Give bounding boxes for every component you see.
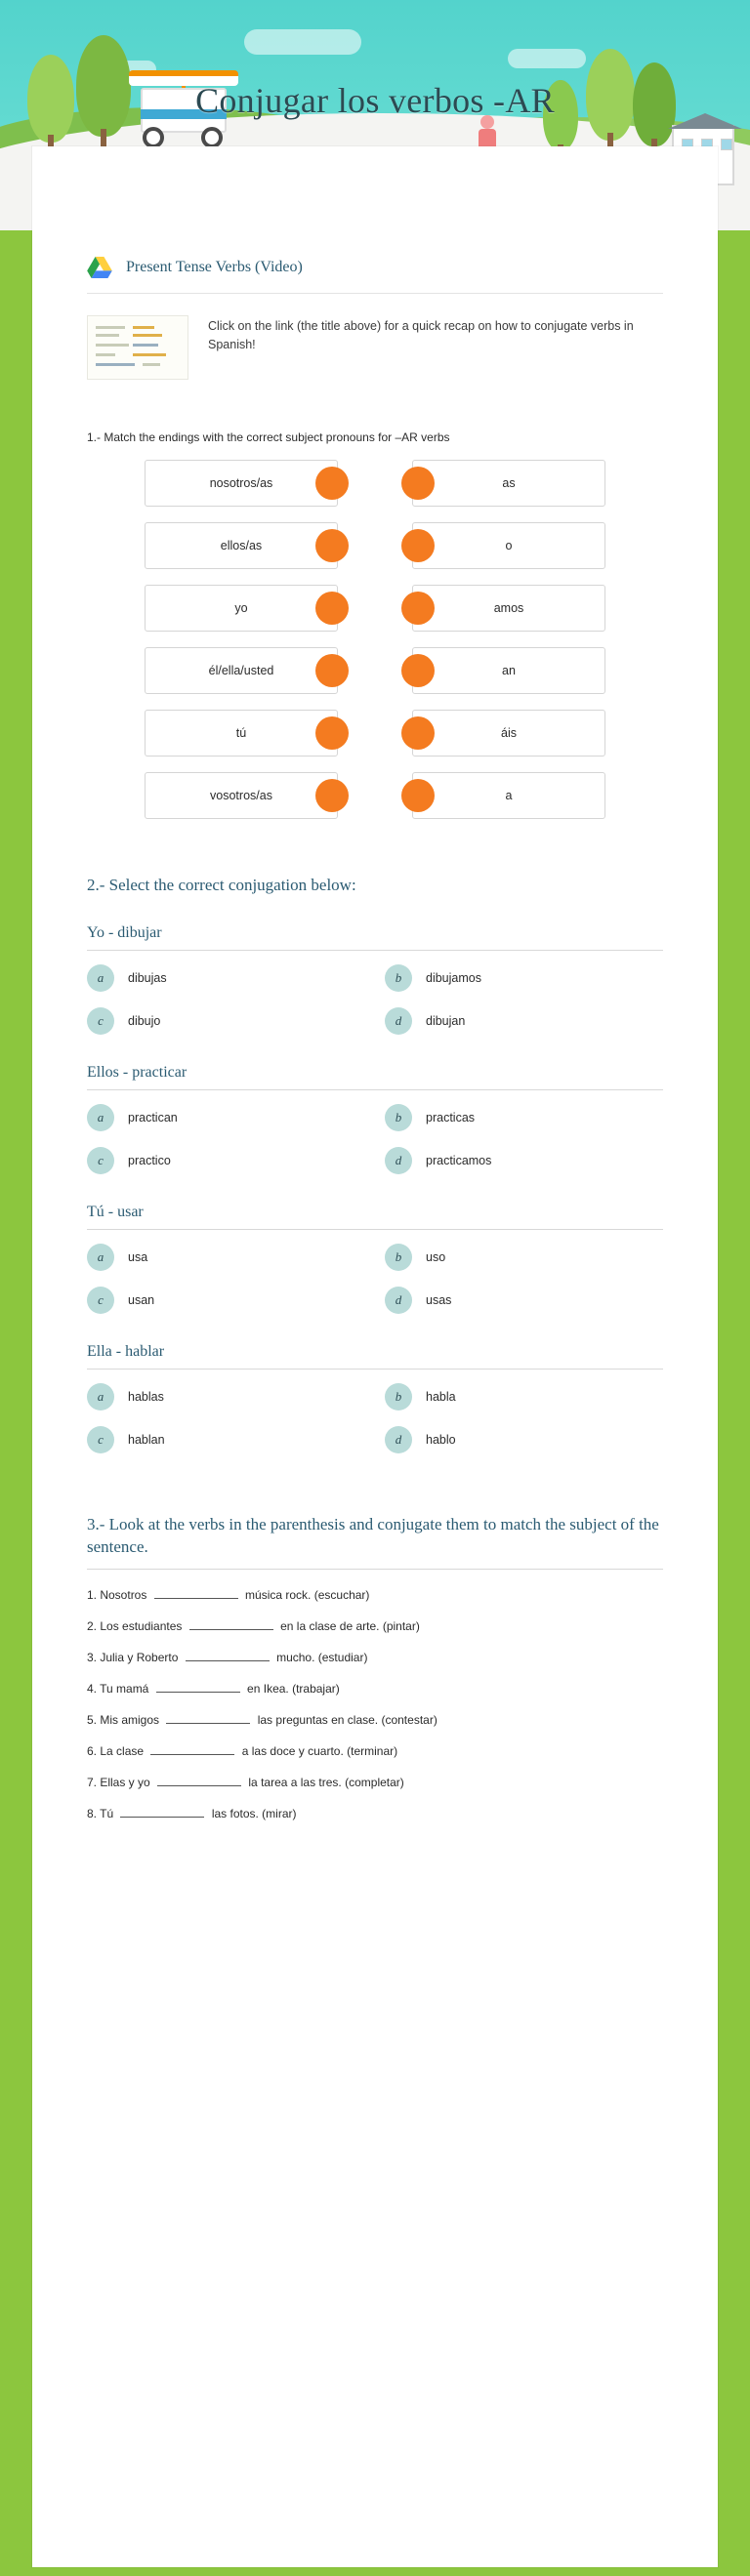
match-item-label: vosotros/as: [210, 789, 272, 802]
option-letter: c: [87, 1007, 114, 1035]
match-connector-dot[interactable]: [401, 779, 435, 812]
option-b[interactable]: [385, 1104, 663, 1131]
sentence-prefix: 2. Los estudiantes: [87, 1618, 183, 1633]
sentence-prefix: 7. Ellas y yo: [87, 1775, 150, 1789]
match-item-label: áis: [501, 726, 517, 740]
match-item[interactable]: [412, 585, 605, 632]
cloud-icon: [508, 49, 586, 68]
sentence-suffix: a las doce y cuarto. (terminar): [241, 1743, 398, 1758]
match-connector-dot[interactable]: [315, 467, 349, 500]
option-c[interactable]: [87, 1007, 365, 1035]
option-letter: b: [385, 1244, 412, 1271]
answer-blank-input[interactable]: [157, 1775, 241, 1786]
verb-group-title: Ellos - practicar: [87, 1064, 663, 1090]
verb-group-title: Ella - hablar: [87, 1343, 663, 1370]
option-letter: d: [385, 1007, 412, 1035]
matching-column-left: [145, 460, 338, 819]
answer-blank-input[interactable]: [166, 1712, 250, 1724]
option-label: usan: [128, 1293, 155, 1307]
sentence-prefix: 6. La clase: [87, 1743, 145, 1758]
match-connector-dot[interactable]: [401, 716, 435, 750]
sentence-suffix: música rock. (escuchar): [245, 1587, 370, 1602]
option-label: usas: [426, 1293, 452, 1307]
fill-blank-item: [87, 1650, 663, 1664]
option-label: habla: [426, 1390, 456, 1404]
exercise1-prompt: 1.- Match the endings with the correct subject pronouns for –AR verbs: [87, 430, 450, 444]
option-label: uso: [426, 1250, 446, 1264]
match-item[interactable]: [145, 772, 338, 819]
fill-blank-item: [87, 1775, 663, 1789]
option-letter: c: [87, 1147, 114, 1174]
option-label: practico: [128, 1154, 171, 1167]
match-connector-dot[interactable]: [401, 654, 435, 687]
option-label: practicamos: [426, 1154, 492, 1167]
option-d[interactable]: [385, 1426, 663, 1453]
sentence-suffix: las preguntas en clase. (contestar): [257, 1712, 438, 1727]
recap-row: [87, 315, 663, 380]
option-letter: b: [385, 964, 412, 992]
exercise2-prompt: 2.- Select the correct conjugation below:: [87, 876, 356, 894]
answer-blank-input[interactable]: [186, 1650, 270, 1661]
match-item-label: a: [505, 789, 513, 802]
option-label: practican: [128, 1111, 178, 1124]
fill-blank-item: [87, 1587, 663, 1602]
page-title: Conjugar los verbos -AR: [195, 81, 555, 120]
match-connector-dot[interactable]: [401, 592, 435, 625]
option-b[interactable]: [385, 964, 663, 992]
cloud-icon: [244, 29, 361, 55]
match-connector-dot[interactable]: [401, 467, 435, 500]
option-label: usa: [128, 1250, 148, 1264]
match-connector-dot[interactable]: [315, 716, 349, 750]
worksheet-thumbnail: [87, 315, 188, 380]
verb-group-options: [87, 1244, 663, 1314]
option-c[interactable]: [87, 1426, 365, 1453]
option-a[interactable]: [87, 1104, 365, 1131]
sentence-prefix: 5. Mis amigos: [87, 1712, 160, 1727]
sentence-suffix: las fotos. (mirar): [211, 1806, 297, 1820]
exercise3-prompt: 3.- Look at the verbs in the parenthesis and conjugate them to match the subject of the sentence.: [87, 1514, 663, 1570]
verb-group-title: Tú - usar: [87, 1204, 663, 1230]
match-item-label: él/ella/usted: [208, 664, 274, 677]
sentence-prefix: 4. Tu mamá: [87, 1681, 149, 1696]
match-item-label: as: [502, 476, 516, 490]
matching-exercise: [87, 460, 663, 819]
answer-blank-input[interactable]: [154, 1587, 238, 1599]
option-label: dibujamos: [426, 971, 481, 985]
option-label: dibujo: [128, 1014, 161, 1028]
option-label: dibujan: [426, 1014, 466, 1028]
drive-link-title[interactable]: Present Tense Verbs (Video): [126, 259, 303, 275]
option-letter: a: [87, 1383, 114, 1411]
option-letter: a: [87, 1244, 114, 1271]
option-b[interactable]: [385, 1383, 663, 1411]
drive-link-row[interactable]: [87, 256, 663, 294]
match-item-label: ellos/as: [220, 539, 263, 552]
option-b[interactable]: [385, 1244, 663, 1271]
option-a[interactable]: [87, 1383, 365, 1411]
option-letter: b: [385, 1383, 412, 1411]
recap-text: Click on the link (the title above) for a quick recap on how to conjugate verbs in Spanish!: [208, 319, 634, 352]
fill-blank-item: [87, 1743, 663, 1758]
match-item[interactable]: [412, 772, 605, 819]
fill-blank-item: [87, 1806, 663, 1820]
option-label: dibujas: [128, 971, 167, 985]
match-connector-dot[interactable]: [401, 529, 435, 562]
option-letter: d: [385, 1147, 412, 1174]
verb-group-options: [87, 1104, 663, 1174]
option-a[interactable]: [87, 964, 365, 992]
match-connector-dot[interactable]: [315, 592, 349, 625]
match-item-label: amos: [493, 601, 524, 615]
match-item[interactable]: [412, 460, 605, 507]
option-c[interactable]: [87, 1287, 365, 1314]
matching-column-right: [412, 460, 605, 819]
sentence-suffix: en la clase de arte. (pintar): [280, 1618, 420, 1633]
match-item-label: nosotros/as: [209, 476, 273, 490]
option-letter: c: [87, 1426, 114, 1453]
match-connector-dot[interactable]: [315, 654, 349, 687]
match-item-label: o: [505, 539, 513, 552]
fill-blank-item: [87, 1681, 663, 1696]
worksheet-sheet: [32, 146, 718, 2567]
answer-blank-input[interactable]: [189, 1618, 273, 1630]
option-letter: d: [385, 1287, 412, 1314]
match-item[interactable]: [145, 710, 338, 756]
option-a[interactable]: [87, 1244, 365, 1271]
option-d[interactable]: [385, 1147, 663, 1174]
match-item[interactable]: [145, 585, 338, 632]
match-connector-dot[interactable]: [315, 779, 349, 812]
verb-group-title: Yo - dibujar: [87, 924, 663, 951]
sentence-suffix: la tarea a las tres. (completar): [248, 1775, 404, 1789]
match-item[interactable]: [412, 522, 605, 569]
sentence-suffix: mucho. (estudiar): [276, 1650, 368, 1664]
option-d[interactable]: [385, 1007, 663, 1035]
option-letter: a: [87, 964, 114, 992]
sentence-prefix: 1. Nosotros: [87, 1587, 147, 1602]
match-item[interactable]: [412, 647, 605, 694]
option-label: hablas: [128, 1390, 164, 1404]
option-letter: d: [385, 1426, 412, 1453]
match-item-label: tú: [235, 726, 247, 740]
fill-blank-item: [87, 1712, 663, 1727]
match-item[interactable]: [412, 710, 605, 756]
verb-group-options: [87, 1383, 663, 1453]
option-label: practicas: [426, 1111, 476, 1124]
exercise3-list: [87, 1587, 663, 1820]
answer-blank-input[interactable]: [150, 1743, 234, 1755]
option-letter: b: [385, 1104, 412, 1131]
sentence-prefix: 3. Julia y Roberto: [87, 1650, 179, 1664]
fill-blank-item: [87, 1618, 663, 1633]
option-c[interactable]: [87, 1147, 365, 1174]
option-label: hablan: [128, 1433, 165, 1447]
match-item[interactable]: [145, 647, 338, 694]
match-item[interactable]: [145, 522, 338, 569]
answer-blank-input[interactable]: [120, 1806, 204, 1818]
option-label: hablo: [426, 1433, 456, 1447]
sentence-suffix: en Ikea. (trabajar): [247, 1681, 340, 1696]
sentence-prefix: 8. Tú: [87, 1806, 114, 1820]
match-item-label: yo: [234, 601, 248, 615]
match-item-label: an: [502, 664, 516, 677]
answer-blank-input[interactable]: [156, 1681, 240, 1693]
option-d[interactable]: [385, 1287, 663, 1314]
verb-group-options: [87, 964, 663, 1035]
match-connector-dot[interactable]: [315, 529, 349, 562]
option-letter: a: [87, 1104, 114, 1131]
match-item[interactable]: [145, 460, 338, 507]
option-letter: c: [87, 1287, 114, 1314]
google-drive-icon: [87, 256, 112, 279]
